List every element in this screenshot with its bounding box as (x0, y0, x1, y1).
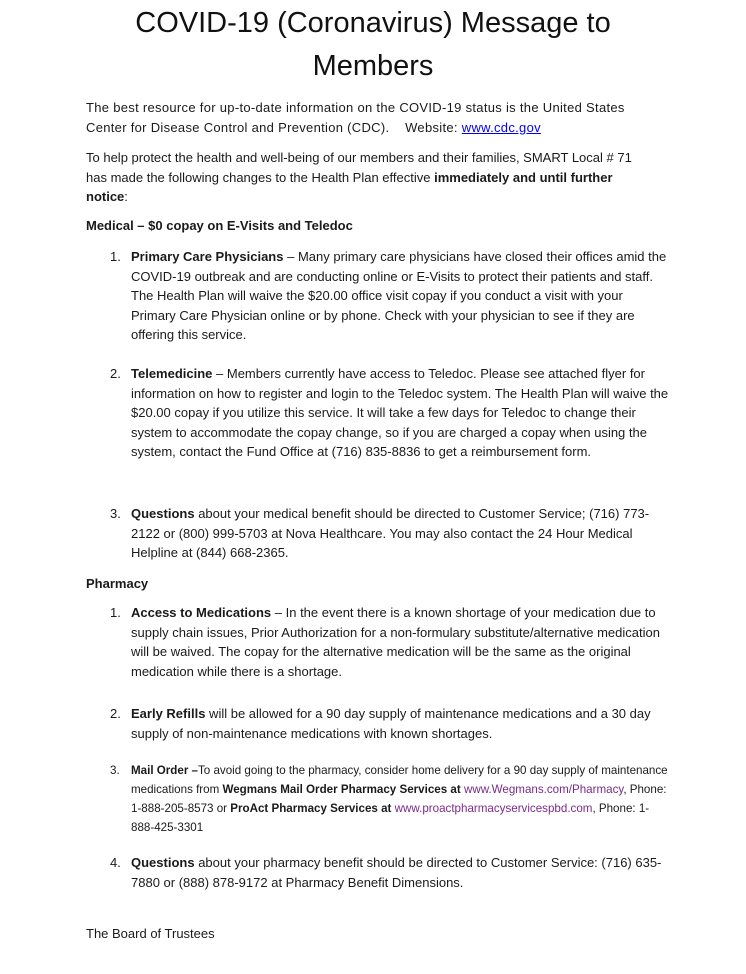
proact-link[interactable]: www.proactpharmacyservicespbd.com (394, 802, 593, 815)
list-item (110, 704, 670, 743)
wegmans-phone: , Phone: 1-888-205-8573 or (131, 783, 667, 815)
item-lead: Questions (131, 855, 195, 870)
item-lead: Early Refills (131, 706, 206, 721)
item-number: 2. (110, 366, 121, 381)
item-number: 4. (110, 855, 121, 870)
signature: The Board of Trustees (86, 926, 215, 941)
item-lead: Telemedicine (131, 366, 213, 381)
item-body: about your medical benefit should be directed to Customer Service; (716) 773-2122 or (800) 999-5703 at Nova Healthcare. You may also contact the 24 Hour Medical Helpline at (844) 668-2365. (131, 506, 650, 560)
item-body: about your pharmacy benefit should be directed to Customer Service: (716) 635-7880 or (888) 878-9172 at Pharmacy Benefit Dimensions. (131, 855, 662, 890)
item-number: 1. (110, 249, 121, 264)
changes-emphasis: immediately and until further notice (86, 169, 613, 204)
item-body: – Members currently have access to Teledoc. Please see attached flyer for information on how to register and login to the Teledoc system. The Health Plan will waive the $20.00 copay if you utilize this service. It will take a few days for Teledoc to change their system to accommodate the copay change, so if you are charged a copay when using the system, contact the Fund Office at (716) 835-8836 to get a reimbursement form. (131, 366, 669, 459)
changes-text: To help protect the health and well-being of our members and their families, SMART Local # 71 has made the following changes to the Health Plan effective (86, 150, 632, 185)
cdc-link[interactable]: www.cdc.gov (461, 119, 541, 135)
changes-paragraph (86, 148, 646, 207)
intro-text: The best resource for up-to-date information on the COVID-19 status is the United States Center for Disease Control and Prevention (CDC). (86, 100, 625, 135)
list-item (110, 247, 670, 345)
list-item (110, 761, 670, 837)
item-number: 3. (110, 764, 120, 777)
item-lead: Mail Order – (131, 764, 199, 777)
item-body: – Many primary care physicians have closed their offices amid the COVID-19 outbreak and are conducting online or E-Visits to protect their patients and staff. The Health Plan will waive the $20.00 office visit copay if you conduct a visit with your Primary Care Physician online or by phone. Check with your physician to see if they are offering this service. (131, 249, 667, 342)
item-lead: Access to Medications (131, 605, 272, 620)
changes-end: : (124, 189, 128, 204)
website-label: Website: (405, 119, 458, 135)
item-body: – In the event there is a known shortage of your medication due to supply chain issues, Prior Authorization for a non-formulary substitute/alternative medication will be waived. The copay for the alternative medication will be the same as the original medication while there is a shortage. (131, 605, 660, 679)
list-item (110, 853, 670, 892)
proact-phone: , Phone: 1-888-425-3301 (131, 802, 650, 834)
wegmans-label: Wegmans Mail Order Pharmacy Services at (222, 783, 461, 796)
item-lead: Questions (131, 506, 195, 521)
wegmans-link[interactable]: www.Wegmans.com/Pharmacy (463, 783, 624, 796)
page-title: COVID-19 (Coronavirus) Message to Members (135, 7, 611, 82)
item-body: To avoid going to the pharmacy, consider home delivery for a 90 day supply of maintenance medications from (131, 764, 668, 796)
intro-paragraph (86, 98, 646, 137)
item-lead: Primary Care Physicians (131, 249, 284, 264)
item-number: 3. (110, 506, 121, 521)
item-number: 2. (110, 706, 121, 721)
item-number: 1. (110, 605, 121, 620)
pharmacy-heading: Pharmacy (86, 576, 149, 591)
item-body: will be allowed for a 90 day supply of maintenance medications and a 30 day supply of non-maintenance medications with known shortages. (131, 706, 651, 741)
list-item (110, 603, 670, 681)
list-item (110, 364, 670, 462)
list-item (110, 504, 670, 563)
medical-heading: Medical – $0 copay on E-Visits and Teledoc (86, 218, 353, 233)
proact-label: ProAct Pharmacy Services at (230, 802, 392, 815)
